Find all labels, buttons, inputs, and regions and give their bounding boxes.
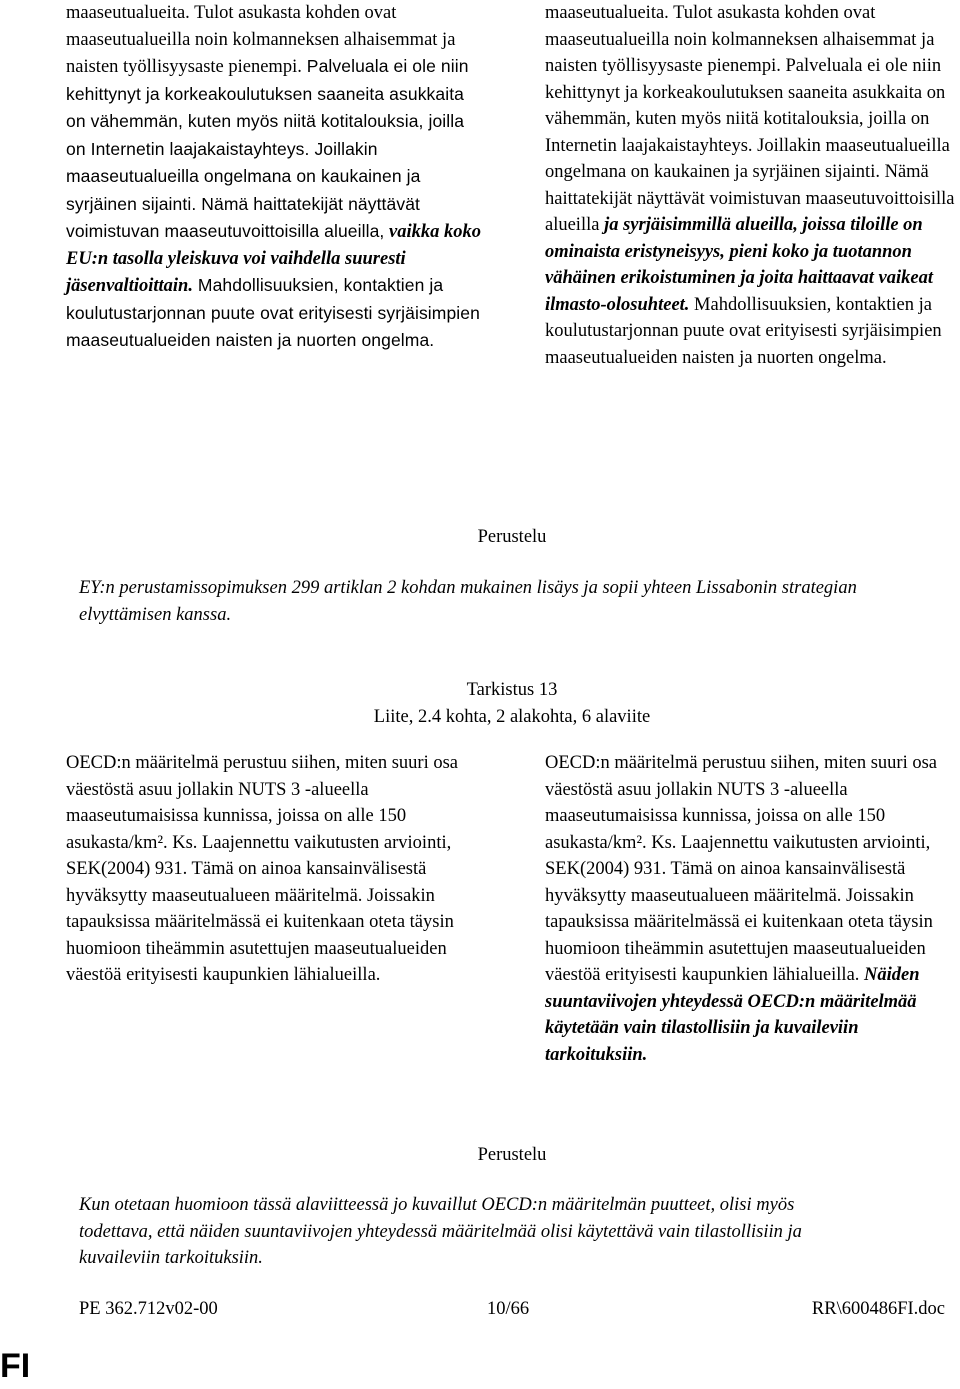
amended-13-paragraph: OECD:n määritelmä perustuu siihen, miten suuri osa väestöstä asuu jollakin NUTS 3 -alueella maaseutumaisissa kunnissa, joissa on alle 150 asukasta/km². Ks. Laajennettu vaikutusten arviointi, SEK(2004) 931. Tämä on ainoa kansainvälisestä hyväksytty maaseutualueen määritelmä. Joissakin tapauksissa määritelmässä ei kuitenkaan oteta täysin huomioon tiheämmin asutettujen maaseutualueiden väestöä erityisesti kaupunkien lähialueilla. xyxy=(545,753,938,985)
amended-paragraph-1: maaseutualueita. Tulot asukasta kohden ovat maaseutualueilla noin kolmanneksen alhaisemmat ja naisten työllisyysaste pienempi. Palveluala ei ole niin kehittynyt ja korkeakoulutuksen saaneita asukkaita on vähemmän, kuten myös niitä kotitalouksia, joilla on Internetin laajakaistayhteys. Joillakin maaseutualueilla ongelmana on kaukainen ja syrjäinen sijainti. Nämä haittatekijät näyttävät voimistuvan maaseutuvoittoisilla alueilla xyxy=(545,3,955,235)
footer-page-number: 10/66 xyxy=(487,1299,530,1319)
amended-paragraph-2: Mahdollisuuksien, kontaktien ja koulutustarjonnan puute ovat erityisesti syrjäisimpien maaseutualueiden naisten ja nuorten ongelma. xyxy=(545,294,942,368)
footer-file-ref: RR\600486FI.doc xyxy=(811,1299,945,1319)
justification-heading-1: Perustelu xyxy=(477,527,547,547)
original-paragraph-3: Mahdollisuuksien, kontaktien ja koulutustarjonnan puute ovat erityisesti syrjäisimpien maaseutualueiden naisten ja nuorten ongelma. xyxy=(66,275,480,350)
amendment-13-original-text: OECD:n määritelmä perustuu siihen, miten suuri osa väestöstä asuu jollakin NUTS 3 -alueella maaseutumaisissa kunnissa, joissa on alle 150 asukasta/km². Ks. Laajennettu vaikutusten arviointi, SEK(2004) 931. Tämä on ainoa kansainvälisestä hyväksytty maaseutualueen määritelmä. Joissakin tapauksissa määritelmässä ei kuitenkaan oteta täysin huomioon tiheämmin asutettujen maaseutualueiden väestöä erityisesti kaupunkien lähialueilla. xyxy=(66,753,459,985)
justification-heading-2: Perustelu xyxy=(477,1145,547,1165)
original-paragraph-2: Palveluala ei ole niin kehittynyt ja korkeakoulutuksen saaneita asukkaita on vähemmän, kuten myös niitä kotitalouksia, joilla on Internetin laajakaistayhteys. Joillakin maaseutualueilla ongelmana on kaukainen ja syrjäinen sijainti. Nämä haittatekijät näyttävät voimistuvan maaseutuvoittoisilla alueilla, xyxy=(66,56,469,241)
language-code: FI xyxy=(0,1347,31,1385)
amendment-12-original-text xyxy=(66,0,486,355)
original-paragraph-1: maaseutualueita. Tulot asukasta kohden ovat maaseutualueilla noin kolmanneksen alhaisemmat ja naisten työllisyysaste pienempi. xyxy=(66,3,456,77)
amendment-12-amended-text xyxy=(545,0,960,371)
amended-13-bold-phrase: Näiden suuntaviivojen yhteydessä OECD:n määritelmää käytetään vain tilastollisiin ja kuvaileviin tarkoituksiin. xyxy=(545,965,920,1065)
amendment-title: Tarkistus 13 xyxy=(466,680,558,700)
footer-doc-ref: PE 362.712v02-00 xyxy=(79,1299,218,1319)
justification-text-1: EY:n perustamissopimuksen 299 artiklan 2 kohdan mukainen lisäys ja sopii yhteen Lissabonin strategian elvyttämisen kanssa. xyxy=(79,578,857,625)
amendment-reference: Liite, 2.4 kohta, 2 alakohta, 6 alaviite xyxy=(373,707,651,727)
amendment-13-amended-text xyxy=(545,750,960,1068)
original-bold-phrase: vaikka koko EU:n tasolla yleiskuva voi vaihdella suuresti jäsenvaltioittain. xyxy=(66,222,481,296)
amended-bold-phrase: ja syrjäisimmillä alueilla, joissa tiloille on ominaista eristyneisyys, pieni koko ja tuotannon vähäinen erikoistuminen ja joita haittaavat vaikeat ilmasto-olosuhteet. xyxy=(545,215,934,315)
justification-text-2: Kun otetaan huomioon tässä alaviitteessä jo kuvaillut OECD:n määritelmän puutteet, olisi myös todettava, että näiden suuntaviivojen yhteydessä määritelmää olisi käytettävä vain tilastollisiin ja kuvaileviin tarkoituksiin. xyxy=(79,1195,802,1268)
